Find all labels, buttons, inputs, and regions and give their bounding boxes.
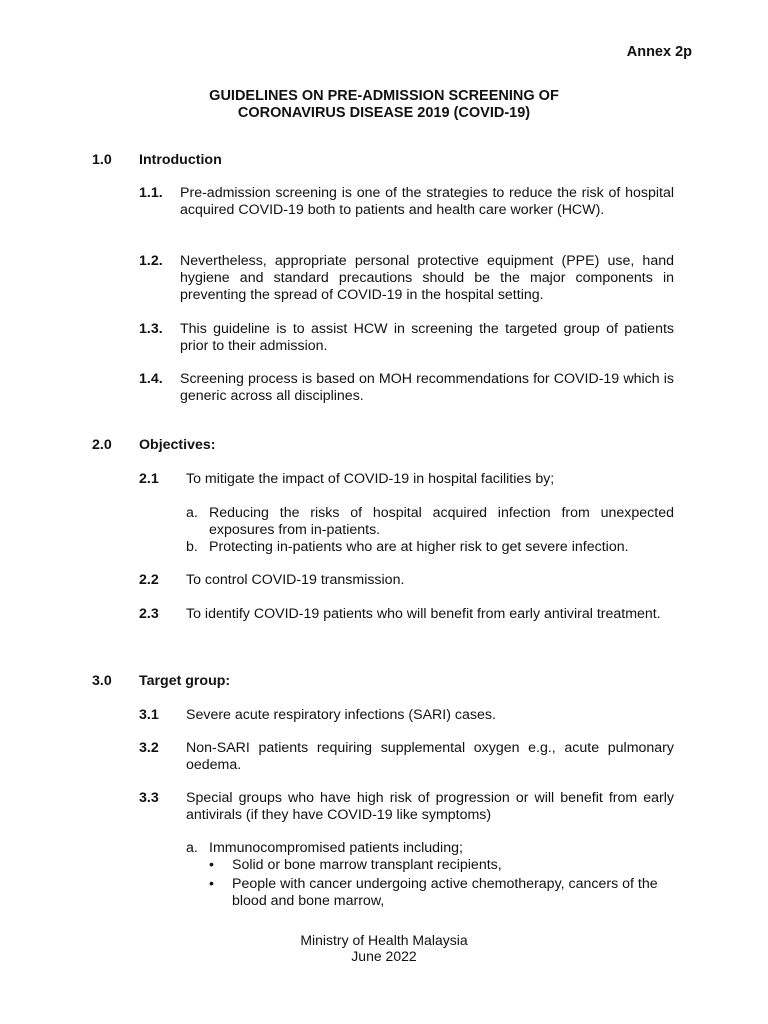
bullet-icon: • <box>209 876 214 892</box>
list-item-text: Protecting in-patients who are at higher risk to get severe infection. <box>209 539 629 555</box>
footer-organization: Ministry of Health Malaysia <box>300 932 468 948</box>
section-heading: Objectives: <box>139 437 216 453</box>
clause-number: 3.2 <box>139 740 159 756</box>
clause-number: 2.1 <box>139 471 159 487</box>
clause-number: 1.3. <box>139 321 163 337</box>
clause-number: 2.3 <box>139 606 159 622</box>
clause-text: Screening process is based on MOH recommendations for COVID-19 which is generic across all disciplines. <box>180 371 674 404</box>
clause-text: Nevertheless, appropriate personal protective equipment (PPE) use, hand hygiene and standard precautions should be the major components in preventing the spread of COVID-19 in the hospital setting. <box>180 253 674 303</box>
section-heading: Introduction <box>139 152 222 168</box>
clause-text: Pre-admission screening is one of the strategies to reduce the risk of hospital acquired COVID-19 both to patients and health care worker (HCW). <box>180 185 674 218</box>
clause-text: Severe acute respiratory infections (SARI) cases. <box>186 707 496 723</box>
list-item-text: Immunocompromised patients including; <box>209 840 463 856</box>
clause-number: 1.1. <box>139 185 163 201</box>
clause-number: 1.4. <box>139 371 163 387</box>
bullet-icon: • <box>209 857 214 873</box>
clause-text: To identify COVID-19 patients who will benefit from early antiviral treatment. <box>186 606 661 622</box>
section-heading: Target group: <box>139 673 231 689</box>
clause-number: 1.2. <box>139 253 163 269</box>
clause-text: This guideline is to assist HCW in screening the targeted group of patients prior to their admission. <box>180 321 674 354</box>
clause-text: To mitigate the impact of COVID-19 in hospital facilities by; <box>186 471 555 487</box>
footer-date: June 2022 <box>351 948 417 964</box>
section-number: 1.0 <box>92 152 112 168</box>
clause-text: Special groups who have high risk of progression or will benefit from early antivirals (if they have COVID-19 like symptoms) <box>186 790 674 823</box>
list-letter: b. <box>186 539 198 555</box>
clause-text: To control COVID-19 transmission. <box>186 572 405 588</box>
list-item-text: Reducing the risks of hospital acquired infection from unexpected exposures from in-patients. <box>209 505 674 538</box>
bullet-text: People with cancer undergoing active chemotherapy, cancers of the blood and bone marrow, <box>232 876 658 909</box>
section-number: 3.0 <box>92 673 112 689</box>
document-title-line-2: CORONAVIRUS DISEASE 2019 (COVID-19) <box>237 105 531 121</box>
list-letter: a. <box>186 840 198 856</box>
annex-label: Annex 2p <box>626 44 692 60</box>
document-title-line-1: GUIDELINES ON PRE-ADMISSION SCREENING OF <box>209 88 559 104</box>
bullet-text: Solid or bone marrow transplant recipients, <box>232 857 502 873</box>
clause-number: 2.2 <box>139 572 159 588</box>
clause-number: 3.1 <box>139 707 159 723</box>
section-number: 2.0 <box>92 437 112 453</box>
list-letter: a. <box>186 505 198 521</box>
clause-text: Non-SARI patients requiring supplemental oxygen e.g., acute pulmonary oedema. <box>186 740 674 773</box>
clause-number: 3.3 <box>139 790 159 806</box>
